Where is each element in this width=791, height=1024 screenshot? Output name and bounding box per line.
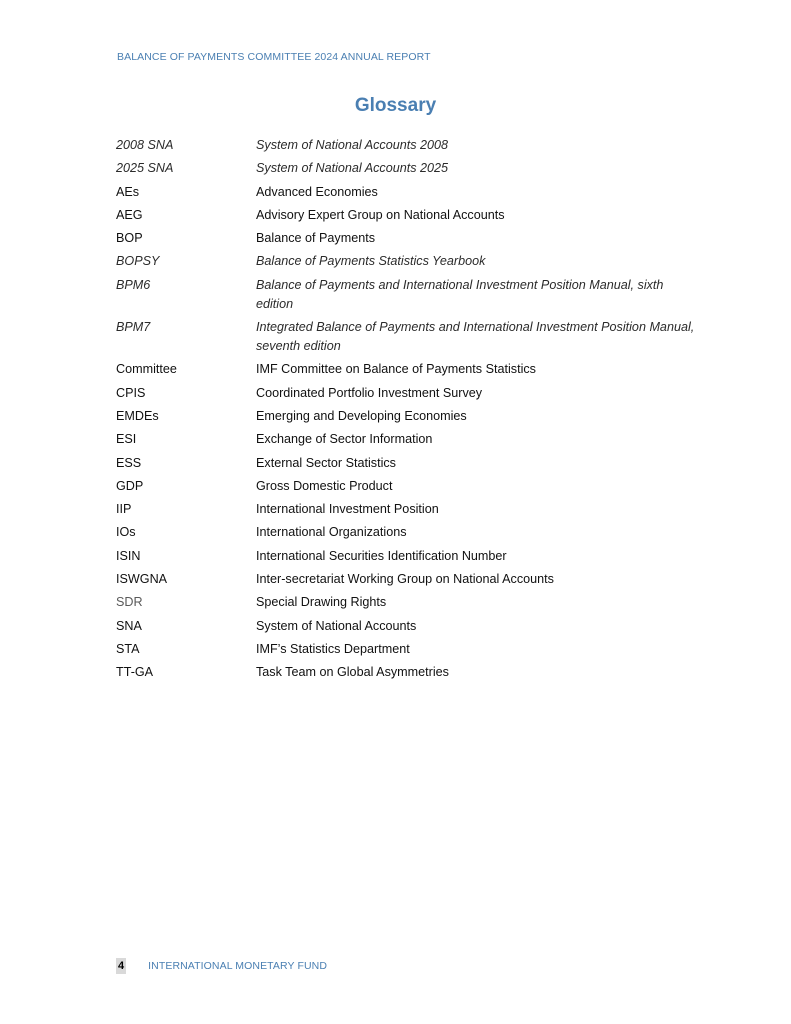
glossary-definition: Exchange of Sector Information <box>256 432 433 447</box>
glossary-row <box>116 206 696 229</box>
glossary-row <box>116 640 696 663</box>
page-number: 4 <box>118 960 125 972</box>
glossary-term: BPM7 <box>116 320 151 335</box>
glossary-definition: IMF Committee on Balance of Payments Statistics <box>256 362 536 377</box>
glossary-definition: Special Drawing Rights <box>256 595 387 610</box>
glossary-definition: External Sector Statistics <box>256 455 396 470</box>
glossary-definition: System of National Accounts 2025 <box>256 161 449 176</box>
glossary-term: 2025 SNA <box>116 161 174 176</box>
glossary-term: 2008 SNA <box>116 138 174 152</box>
glossary-row <box>116 252 696 275</box>
running-header: BALANCE OF PAYMENTS COMMITTEE 2024 ANNUAL REPORT <box>117 51 431 63</box>
glossary-term: ESS <box>116 455 142 470</box>
glossary-term: EMDEs <box>116 408 159 423</box>
glossary-row <box>116 136 696 159</box>
glossary-row <box>116 617 696 640</box>
glossary-term: SNA <box>116 618 142 633</box>
glossary-term: STA <box>116 641 140 656</box>
glossary-definition: Task Team on Global Asymmetries <box>256 665 449 680</box>
glossary-definition: International Securities Identification Number <box>256 548 507 563</box>
glossary-row <box>116 430 696 453</box>
glossary-definition: Balance of Payments and International Investment Position Manual, sixth edition <box>256 277 664 311</box>
glossary-row <box>116 570 696 593</box>
glossary-term: IOs <box>116 525 136 540</box>
footer-organization: INTERNATIONAL MONETARY FUND <box>148 960 328 972</box>
glossary-row <box>116 500 696 523</box>
glossary-term: BOP <box>116 231 143 246</box>
glossary-row <box>116 477 696 500</box>
glossary-definition: System of National Accounts 2008 <box>256 138 449 152</box>
glossary-term: BPM6 <box>116 277 151 292</box>
page-footer <box>116 958 327 974</box>
glossary-body <box>116 136 696 687</box>
glossary-row <box>116 384 696 407</box>
glossary-definition: International Investment Position <box>256 502 439 517</box>
glossary-definition: Inter-secretariat Working Group on National Accounts <box>256 572 554 587</box>
glossary-term: TT-GA <box>116 665 154 680</box>
glossary-definition: Advanced Economies <box>256 184 378 199</box>
glossary-table <box>116 136 696 687</box>
glossary-definition: Coordinated Portfolio Investment Survey <box>256 385 483 400</box>
glossary-row <box>116 593 696 616</box>
glossary-definition: Balance of Payments <box>256 231 376 246</box>
glossary-term: SDR <box>116 595 143 610</box>
glossary-row <box>116 183 696 206</box>
glossary-term: BOPSY <box>116 254 160 269</box>
glossary-definition: Gross Domestic Product <box>256 478 393 493</box>
glossary-definition: Emerging and Developing Economies <box>256 408 467 423</box>
glossary-term: CPIS <box>116 385 146 400</box>
glossary-definition: IMF’s Statistics Department <box>256 641 410 656</box>
glossary-definition: System of National Accounts <box>256 618 417 633</box>
glossary-definition: Integrated Balance of Payments and International Investment Position Manual, seventh edition <box>256 320 695 354</box>
glossary-row <box>116 360 696 383</box>
glossary-term: AEs <box>116 184 140 199</box>
glossary-term: IIP <box>116 502 132 517</box>
page-title: Glossary <box>354 95 437 116</box>
glossary-definition: International Organizations <box>256 525 407 540</box>
glossary-row <box>116 318 696 360</box>
glossary-row <box>116 159 696 182</box>
glossary-row <box>116 229 696 252</box>
glossary-term: ESI <box>116 432 137 447</box>
glossary-term: Committee <box>116 362 177 377</box>
glossary-term: AEG <box>116 207 143 222</box>
glossary-row <box>116 523 696 546</box>
glossary-term: GDP <box>116 478 144 493</box>
glossary-row <box>116 407 696 430</box>
glossary-row <box>116 454 696 477</box>
glossary-definition: Balance of Payments Statistics Yearbook <box>256 254 486 269</box>
glossary-term: ISIN <box>116 548 141 563</box>
glossary-definition: Advisory Expert Group on National Accounts <box>256 207 505 222</box>
glossary-row <box>116 276 696 318</box>
glossary-row <box>116 547 696 570</box>
glossary-term: ISWGNA <box>116 572 168 587</box>
glossary-row <box>116 663 696 686</box>
